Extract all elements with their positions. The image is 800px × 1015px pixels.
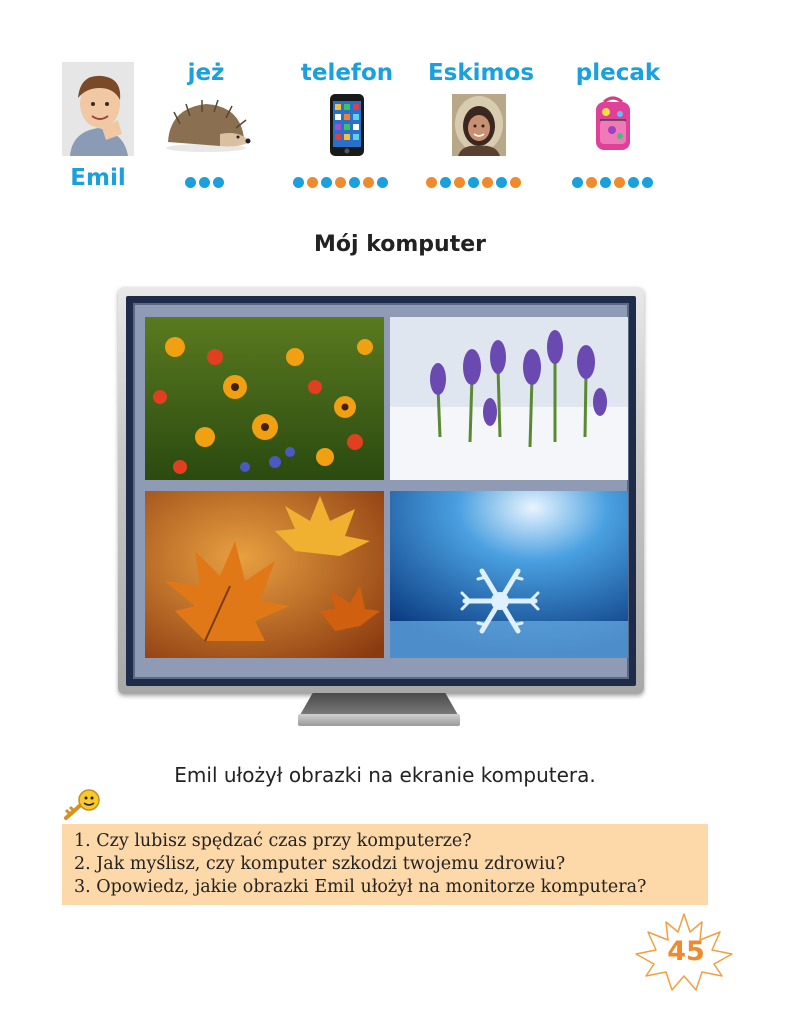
dot bbox=[307, 177, 318, 188]
page-title: Mój komputer bbox=[314, 232, 486, 257]
word-telefon: telefon bbox=[300, 60, 394, 86]
monitor-stand-base bbox=[298, 714, 460, 726]
word-emil: Emil bbox=[70, 165, 126, 191]
sound-dots-telefon bbox=[293, 177, 388, 188]
question-2: 2. Jak myślisz, czy komputer szkodzi twojemu zdrowiu? bbox=[74, 854, 566, 874]
dot bbox=[482, 177, 493, 188]
dot bbox=[293, 177, 304, 188]
dot bbox=[440, 177, 451, 188]
smartphone-photo bbox=[329, 93, 365, 157]
questions-box bbox=[62, 824, 708, 905]
dot bbox=[642, 177, 653, 188]
key-smiley-icon bbox=[62, 788, 102, 822]
dot bbox=[600, 177, 611, 188]
page-number: 45 bbox=[667, 936, 705, 967]
caption: Emil ułożył obrazki na ekranie komputera. bbox=[174, 763, 596, 787]
hedgehog-photo bbox=[160, 94, 252, 154]
dot bbox=[213, 177, 224, 188]
dot bbox=[363, 177, 374, 188]
dot bbox=[628, 177, 639, 188]
dot bbox=[377, 177, 388, 188]
dot bbox=[510, 177, 521, 188]
sound-dots-eskimos bbox=[426, 177, 521, 188]
question-3: 3. Opowiedz, jakie obrazki Emil ułożył na monitorze komputera? bbox=[74, 877, 647, 897]
question-1: 1. Czy lubisz spędzać czas przy komputerze? bbox=[74, 831, 472, 851]
summer-flowers-photo bbox=[145, 317, 384, 480]
dot bbox=[426, 177, 437, 188]
word-eskimos: Eskimos bbox=[427, 60, 535, 86]
dot bbox=[454, 177, 465, 188]
dot bbox=[349, 177, 360, 188]
sound-dots-jez bbox=[185, 177, 224, 188]
dot bbox=[185, 177, 196, 188]
winter-snowflake-photo bbox=[390, 491, 628, 658]
boy-photo bbox=[62, 62, 134, 156]
monitor-stand-neck bbox=[300, 693, 458, 715]
dot bbox=[335, 177, 346, 188]
dot bbox=[614, 177, 625, 188]
dot bbox=[199, 177, 210, 188]
backpack-photo bbox=[590, 94, 636, 156]
dot bbox=[586, 177, 597, 188]
dot bbox=[321, 177, 332, 188]
word-plecak: plecak bbox=[575, 60, 661, 86]
eskimo-photo bbox=[452, 94, 506, 156]
sound-dots-plecak bbox=[572, 177, 653, 188]
dot bbox=[572, 177, 583, 188]
autumn-leaves-photo bbox=[145, 491, 384, 658]
dot bbox=[496, 177, 507, 188]
word-jez: jeż bbox=[187, 60, 225, 86]
spring-crocus-snow-photo bbox=[390, 317, 628, 480]
dot bbox=[468, 177, 479, 188]
